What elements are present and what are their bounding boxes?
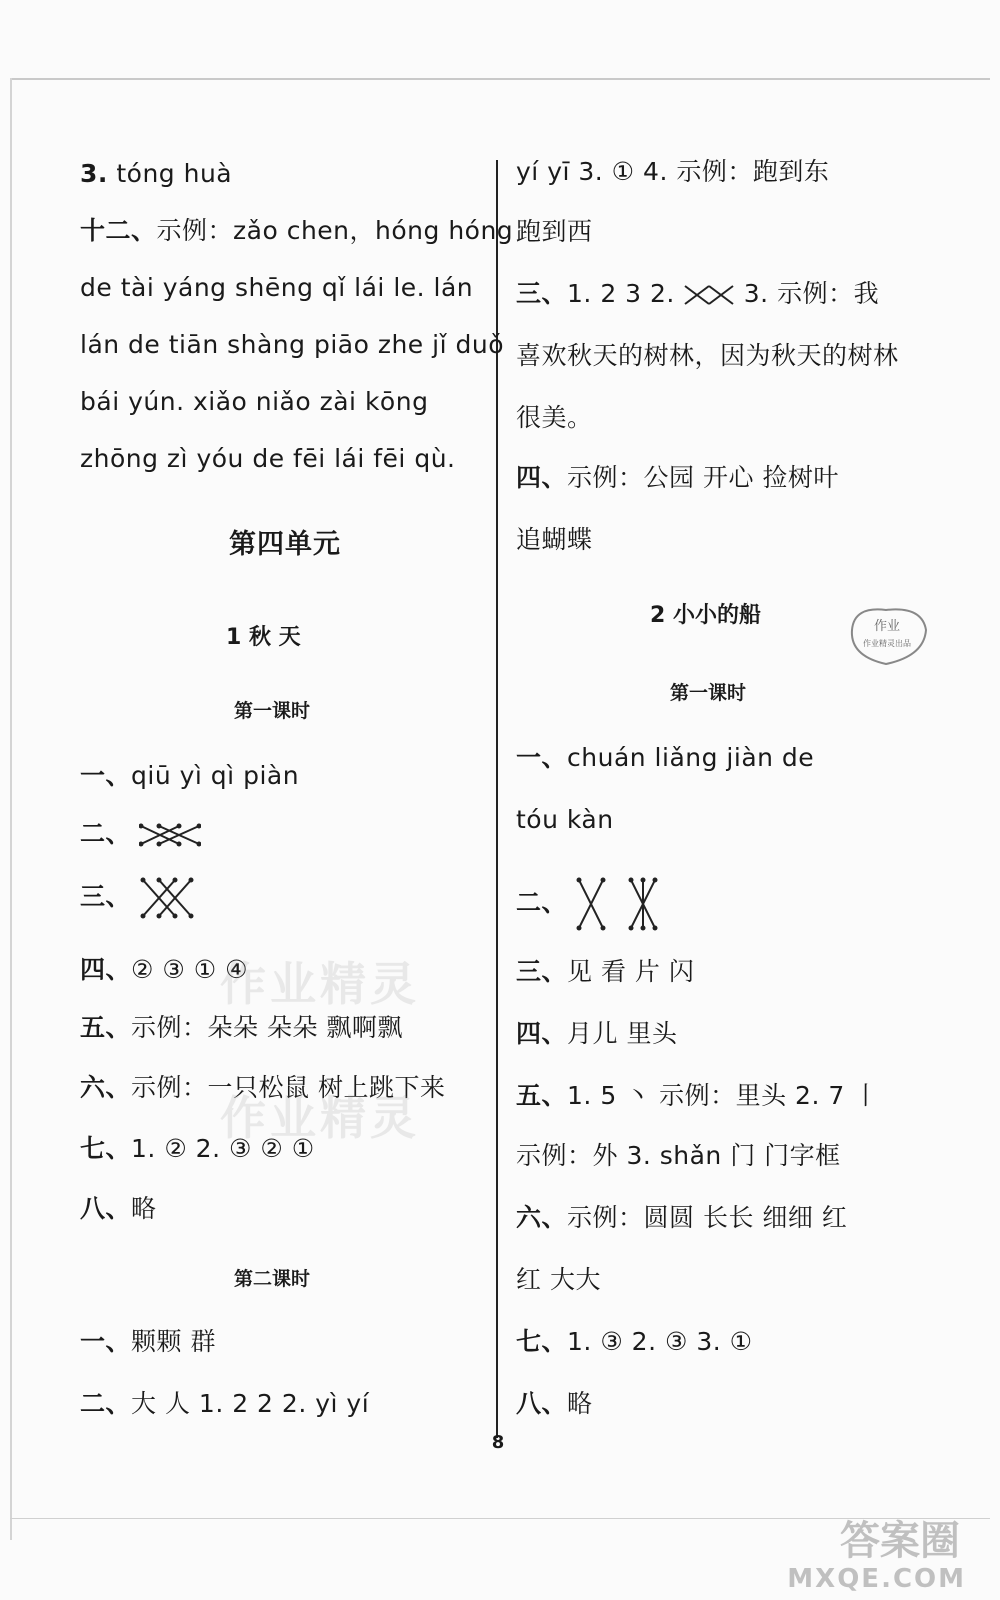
answer-line: lán de tiān shàng piāo zhe jǐ duǒ	[80, 330, 504, 359]
page-number: 8	[491, 1432, 505, 1453]
unit-title: 第四单元	[229, 529, 341, 560]
answer-line: 很美。	[516, 403, 593, 432]
answer-line: tóu kàn	[516, 805, 614, 834]
answer-line: 七、1. ③ 2. ③ 3. ①	[516, 1327, 753, 1356]
answer-line: 红 大大	[516, 1265, 601, 1294]
answer-line: 3. tóng huà	[80, 159, 233, 188]
svg-text:作业: 作业	[873, 619, 901, 634]
answer-line: 六、示例：圆圆 长长 细细 红	[516, 1203, 848, 1232]
answer-line: de tài yáng shēng qǐ lái le. lán	[80, 273, 474, 302]
answer-line: 八、略	[516, 1389, 593, 1418]
answer-line: 一、qiū yì qì piàn	[80, 761, 300, 790]
matching-lines-icon	[683, 282, 735, 308]
lesson-title: 1 秋 天	[226, 625, 301, 650]
answer-line: 二、大 人 1. 2 2 2. yì yí	[80, 1389, 370, 1418]
publisher-stamp	[842, 600, 932, 668]
corner-logo-url: MXQE.COM	[787, 1564, 966, 1594]
answer-line: 二、	[516, 876, 675, 932]
answer-line: 一、颗颗 群	[80, 1327, 216, 1356]
matching-lines-icon	[139, 876, 195, 920]
corner-logo: 答案圈	[840, 1518, 960, 1564]
svg-text:作业精灵出品: 作业精灵出品	[863, 639, 911, 648]
page-top-border	[10, 78, 990, 80]
answer-line: 四、示例：公园 开心 捡树叶	[516, 463, 839, 492]
answer-line: yí yī 3. ① 4. 示例：跑到东	[516, 157, 830, 186]
answer-line: 十二、示例：zǎo chen，hóng hóng	[80, 216, 514, 245]
answer-line: 喜欢秋天的树林，因为秋天的树林	[516, 341, 899, 370]
answer-line: 二、	[80, 818, 201, 850]
answer-line: 一、chuán liǎng jiàn de	[516, 743, 815, 772]
answer-line: bái yún. xiǎo niǎo zài kōng	[80, 387, 429, 416]
answer-line: 三、1. 2 3 2. 3. 示例：我	[516, 279, 880, 308]
matching-lines-icon	[575, 876, 675, 932]
period-title: 第二课时	[234, 1268, 311, 1290]
page-left-border	[10, 78, 12, 1540]
period-title: 第一课时	[234, 700, 311, 722]
period-title: 第一课时	[670, 682, 747, 704]
answer-line: 三、见 看 片 闪	[516, 957, 695, 986]
answer-line: 四、月儿 里头	[516, 1019, 678, 1048]
answer-line: 八、略	[80, 1194, 157, 1223]
answer-line: 七、1. ② 2. ③ ② ①	[80, 1134, 315, 1163]
answer-line: 四、② ③ ① ④	[80, 955, 249, 984]
answer-line: 五、1. 5 丶 示例：里头 2. 7 丨	[516, 1081, 879, 1110]
matching-lines-icon	[139, 820, 201, 850]
answer-line: 示例：外 3. shǎn 门 门字框	[516, 1141, 841, 1170]
answer-line: 三、	[80, 876, 195, 920]
lesson-title: 2 小小的船	[650, 603, 761, 628]
watermark-text: 作业精灵	[220, 1091, 420, 1145]
answer-line: zhōng zì yóu de fēi lái fēi qù.	[80, 444, 456, 473]
answer-line: 五、示例：朵朵 朵朵 飘啊飘	[80, 1013, 403, 1042]
watermark-text: 作业精灵	[220, 957, 420, 1011]
answer-line: 追蝴蝶	[516, 525, 593, 554]
answer-line: 跑到西	[516, 217, 593, 246]
answer-line: 六、示例：一只松鼠 树上跳下来	[80, 1073, 446, 1102]
